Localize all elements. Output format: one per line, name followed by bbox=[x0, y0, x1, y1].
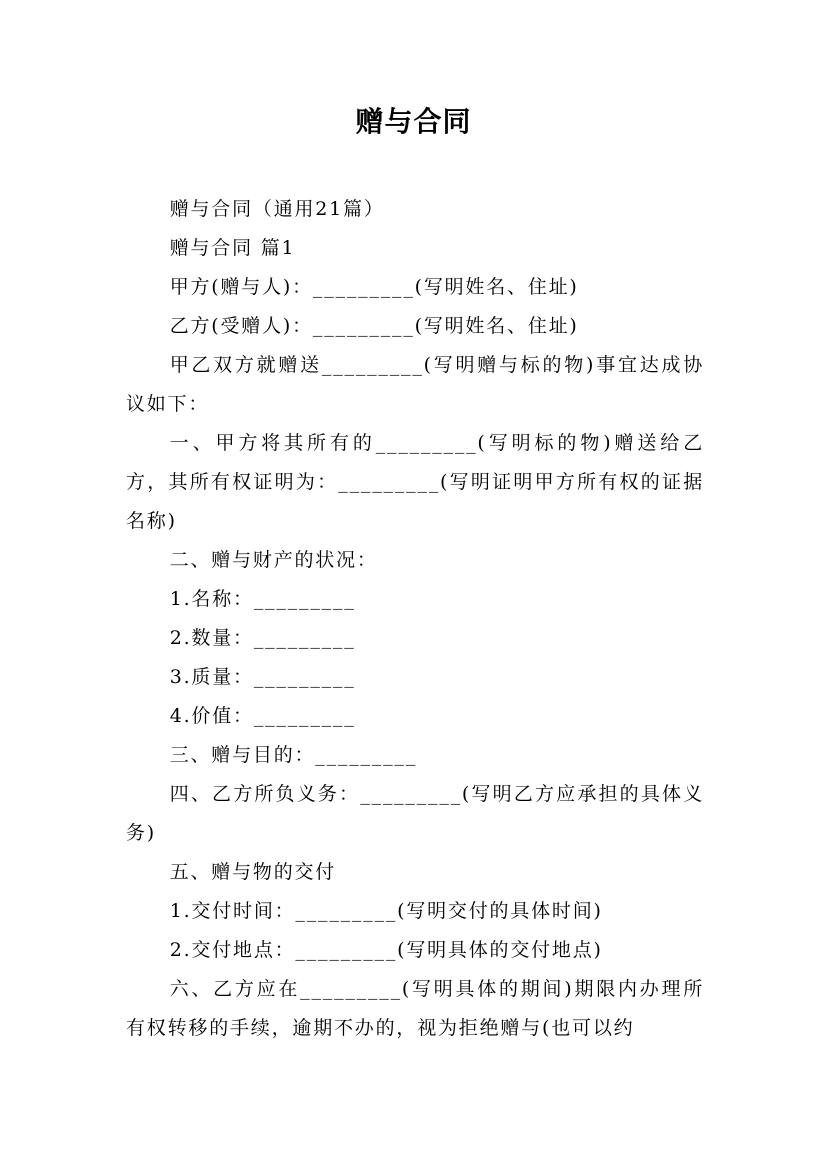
clause-2-heading: 二、赠与财产的状况： bbox=[169, 549, 378, 571]
party-a-line: 甲方(赠与人)：_________(写明姓名、住址) bbox=[169, 276, 579, 298]
document-body bbox=[126, 190, 704, 1048]
party-b-line: 乙方(受赠人)：_________(写明姓名、住址) bbox=[169, 315, 579, 337]
collection-heading: 赠与合同（通用21篇） bbox=[169, 198, 385, 220]
document-title: 赠与合同 bbox=[355, 105, 472, 138]
clause-5-heading: 五、赠与物的交付 bbox=[169, 861, 337, 883]
clause-1: 一、甲方将其所有的_________(写明标的物)赠送给乙方，其所有权证明为：_________(写明证明甲方所有权的证据名称) bbox=[126, 432, 704, 532]
delivery-place-line: 2.交付地点：_________(写明具体的交付地点) bbox=[169, 939, 603, 961]
property-quality-line: 3.质量：_________ bbox=[169, 666, 356, 688]
property-value-line: 4.价值：_________ bbox=[169, 705, 356, 727]
section-heading: 赠与合同 篇1 bbox=[169, 237, 296, 259]
delivery-time-line: 1.交付时间：_________(写明交付的具体时间) bbox=[169, 900, 603, 922]
property-name-line: 1.名称：_________ bbox=[169, 588, 356, 610]
clause-6: 六、乙方应在_________(写明具体的期间)期限内办理所有权转移的手续，逾期不办的，视为拒绝赠与(也可以约 bbox=[126, 978, 704, 1039]
clause-4: 四、乙方所负义务：_________(写明乙方应承担的具体义务) bbox=[126, 783, 704, 844]
property-quantity-line: 2.数量：_________ bbox=[169, 627, 356, 649]
clause-3: 三、赠与目的：_________ bbox=[169, 744, 417, 766]
agreement-intro: 甲乙双方就赠送_________(写明赠与标的物)事宜达成协议如下： bbox=[126, 354, 704, 415]
